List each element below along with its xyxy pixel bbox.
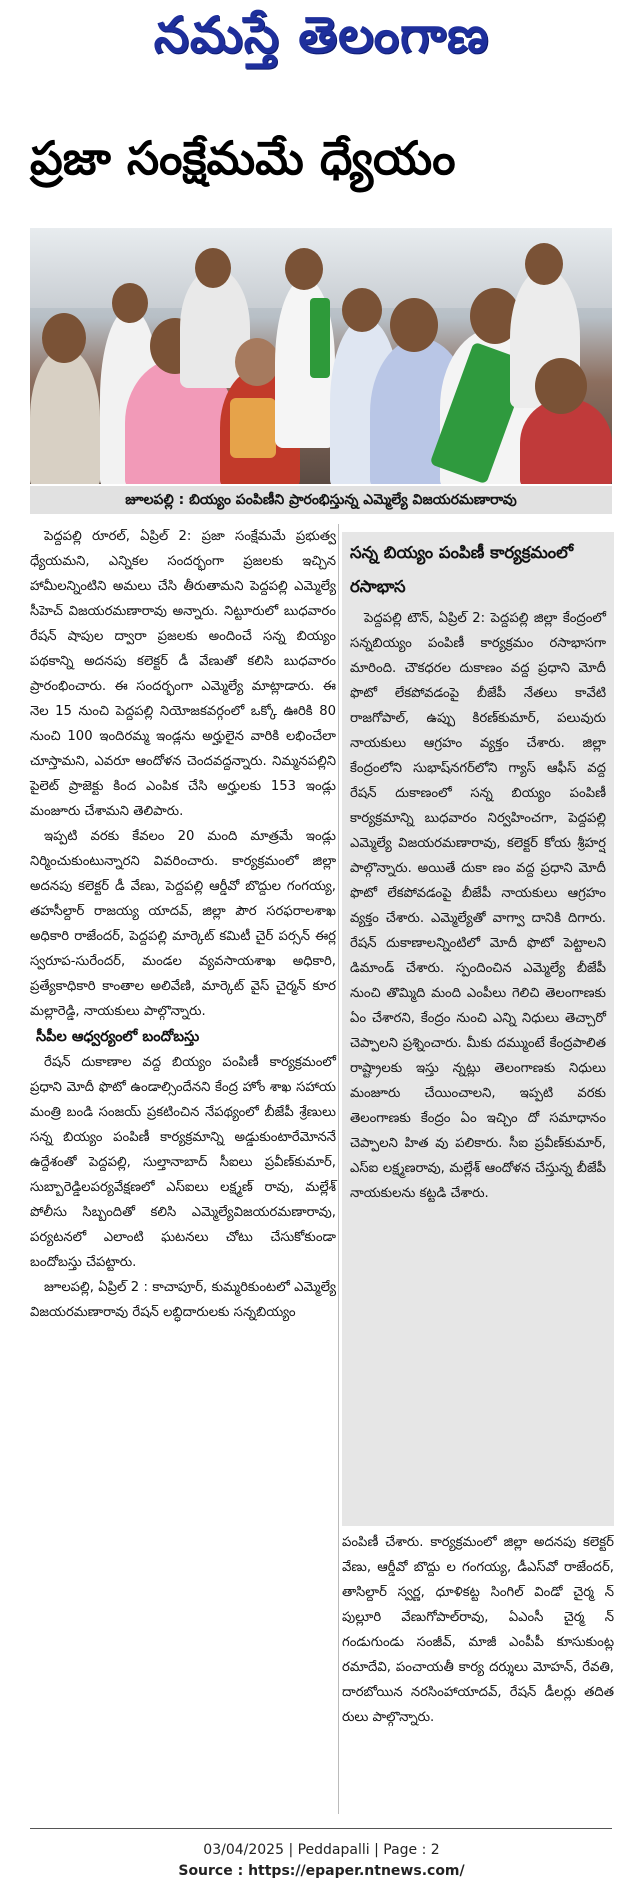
page-footer [0,1840,643,1882]
photo-face [525,243,563,285]
masthead-logo[interactable]: నమస్తే తెలంగాణ [153,5,490,64]
photo-face [235,338,279,386]
news-photo [30,228,612,484]
article-subheading: సీపీల ఆధ్వర్యంలో బందోబస్తు [36,1029,200,1045]
photo-face [390,298,438,352]
article-continuation [342,1530,614,1730]
photo-face [112,283,148,323]
article-paragraph: పంపిణీ చేశారు. కార్యక్రమంలో జిల్లా అదనపు కలెక్టర్ వేణు, ఆర్డీవో బొద్దు ల గంగయ్య, డీఎస్‌వో రాజేందర్, తాసిల్దార్ స్వర్ణ, ధూళికట్ట సింగిల్ విండో చైర్మ న్ పుల్లూరి వేణుగోపాల్‌రావు, ఏఎంసీ చైర్మ న్ గండుగుండు సంజీవ్, మాజీ ఎంపీపీ కూసుకుంట్ల రమాదేవి, పంచాయతీ కార్య దర్శులు మోహన్, రేవతి, దారబోయిన నరసింహాయాదవ్, రేషన్ డీలర్లు తదిత రులు పాల్గొన్నారు. [342,1535,614,1725]
main-article-column [30,524,336,1325]
photo-face [342,288,382,332]
article-paragraph: జూలపల్లి, ఏప్రిల్ 2 : కాచాపూర్, కుమ్మరికుంటలో ఎమ్మెల్యే విజయరమణారావు రేషన్ లబ్ధిదారులకు సన్నబియ్యం [30,1280,336,1320]
side-article-title: సన్న బియ్యం పంపిణీ కార్యక్రమంలో రసాభాస [350,543,574,596]
photo-caption: జూలపల్లి : బియ్యం పంపిణీని ప్రారంభిస్తున్న ఎమ్మెల్యే విజయరమణారావు [30,486,612,514]
article-paragraph: రేషన్ దుకాణాల వద్ద బియ్యం పంపిణీ కార్యక్రమంలో ప్రధాని మోదీ ఫొటో ఉండాల్సిందేనని కేంద్ర హోం శాఖ సహాయ మంత్రి బండి సంజయ్ ప్రకటించిన నేపథ్యంలో బీజేపీ శ్రేణులు సన్న బియ్యం పంపిణీ కార్యక్రమాన్ని అడ్డుకుంటారేమోననే ఉద్దేశంతో పెద్దపల్లి, సుల్తానాబాద్ సీఐలు ప్రవీణ్‌కుమార్, సుబ్బారెడ్డిలపర్యవేక్షణలో ఎస్ఐలు లక్ష్మణ్ రావు, మల్లేశ్ పోలీసు సిబ్బందితో కలిసి ఎమ్మెల్యేవిజయరమణారావు, పర్యటనలో ఎలాంటి ఘటనలు చోటు చేసుకోకుండా బందోబస్తు చేపట్టారు. [30,1055,336,1270]
rice-bag [230,398,276,458]
column-divider [338,524,339,1814]
page-headline: ప్రజా సంక్షేమమే ధ్యేయం [30,131,456,185]
photo-face [285,248,323,290]
side-article-box [342,532,614,1526]
footer-date-page: 03/04/2025 | Peddapalli | Page : 2 [203,1842,440,1858]
footer-divider [30,1828,612,1829]
photo-face [42,313,86,363]
photo-face [535,358,587,414]
photo-figure [30,348,100,484]
green-scarf [310,298,330,378]
article-paragraph: పెద్దపల్లి రూరల్, ఏప్రిల్ 2: ప్రజా సంక్షేమమే ప్రభుత్వ ధ్యేయమని, ఎన్నికల సందర్భంగా ప్రజలకు ఇచ్చిన హామీలన్నింటిని అమలు చేసి తీరుతామని పెద్దపల్లి ఎమ్మెల్యే సీహెచ్ విజయరమణారావు అన్నారు. నిట్టూరులో బుధవారం రేషన్ షాపుల ద్వారా ప్రజలకు అందించే సన్న బియ్యం పథకాన్ని అదనపు కలెక్టర్ డీ వేణుతో కలిసి బుధవారం ప్రారంభించారు. ఈ సందర్భంగా ఎమ్మెల్యే మాట్లాడారు. ఈ నెల 15 నుంచి పెద్దపల్లి నియోజకవర్గంలో ఒక్కో ఊరికి 80 నుంచి 100 ఇందిరమ్మ ఇండ్లను అర్హులైన వారికి లభించేలా చూస్తామని, ఎవరూ ఆందోళన చెందవద్దన్నారు. నిమ్మనపల్లిని పైలెట్ ప్రాజెక్టు కింద ఎంపిక చేసి అర్హులకు 153 ఇండ్లు మంజూరు చేశామని తెలిపారు. [30,529,336,819]
photo-face [195,248,231,288]
side-article-paragraph: పెద్దపల్లి టౌన్, ఏప్రిల్ 2: పెద్దపల్లి జిల్లా కేంద్రంలో సన్నబియ్యం పంపిణీ కార్యక్రమం రసాభాసగా మారింది. చౌకధరల దుకాణం వద్ద ప్రధాని మోదీ ఫొటో లేకపోవడంపై బీజేపీ నేతలు కావేటి రాజగోపాల్, ఉప్పు కిరణ్‌కుమార్, పలువురు నాయకులు ఆగ్రహం వ్యక్తం చేశారు. జిల్లా కేంద్రంలోని సుభాష్‌నగర్‌లోని గ్యాస్ ఆఫీస్ వద్ద రేషన్ దుకాణంలో సన్న బియ్యం పంపిణీ కార్యక్రమాన్ని బుధవారం నిర్వహించగా, పెద్దపల్లి ఎమ్మెల్యే విజయరమణారావు, కలెక్టర్ కోయ శ్రీహర్ష పాల్గొన్నారు. అయితే దుకా ణం వద్ద ప్రధాని మోదీ ఫొటో లేకపోవడంపై బీజేపీ నాయకులు ఆగ్రహం వ్యక్తం చేశారు. ఎమ్మెల్యేతో వాగ్వా దానికి దిగారు. రేషన్ దుకాణాలన్నింటిలో మోదీ ఫొటో పెట్టాలని డిమాండ్ చేశారు. స్పందించిన ఎమ్మెల్యే బీజేపీ నుంచి తొమ్మిది మంది ఎంపీలు గెలిచి తెలంగాణకు ఏం చేశారని, కేంద్రం నుంచి ఎన్ని నిధులు తెచ్చారో చెప్పాలని ప్రశ్నించారు. మీకు దమ్ముంటే కేంద్రపాలిత రాష్ట్రాలకు ఇస్తు న్నట్లు తెలంగాణకు నిధులు మంజూరు చేయించాలని, ఇప్పటి వరకు తెలంగాణకు కేంద్రం ఏం ఇచ్చిం దో సమాధానం చెప్పాలని హిత వు పలికారు. సీఐ ప్రవీణ్‌కుమార్, ఎస్ఐ లక్ష్మణరావు, మల్లేశ్ ఆందోళన చేస్తున్న బీజేపీ నాయకులను కట్టడి చేశారు. [350,611,606,1201]
article-paragraph: ఇప్పటి వరకు కేవలం 20 మంది మాత్రమే ఇండ్లు నిర్మించుకుంటున్నారని వివరించారు. కార్యక్రమంలో జిల్లా అదనపు కలెక్టర్ డీ వేణు, పెద్దపల్లి ఆర్డీవో బొద్దుల గంగయ్య, తహసీల్దార్ రాజయ్య యాదవ్, జిల్లా పౌర సరఫరాలశాఖ అధికారి రాజేందర్, పెద్దపల్లి మార్కెట్ కమిటీ చైర్ పర్సన్ ఈర్ల స్వరూప-సురేందర్, మండల వ్యవసాయశాఖ అధికారి, ప్రత్యేకాధికారి కాంతాల అలివేణి, మార్కెట్ వైస్ చైర్మన్ కూర మల్లారెడ్డి, నాయకులు పాల్గొన్నారు. [30,829,336,1019]
footer-source-link[interactable]: Source : https://epaper.ntnews.com/ [178,1863,465,1879]
